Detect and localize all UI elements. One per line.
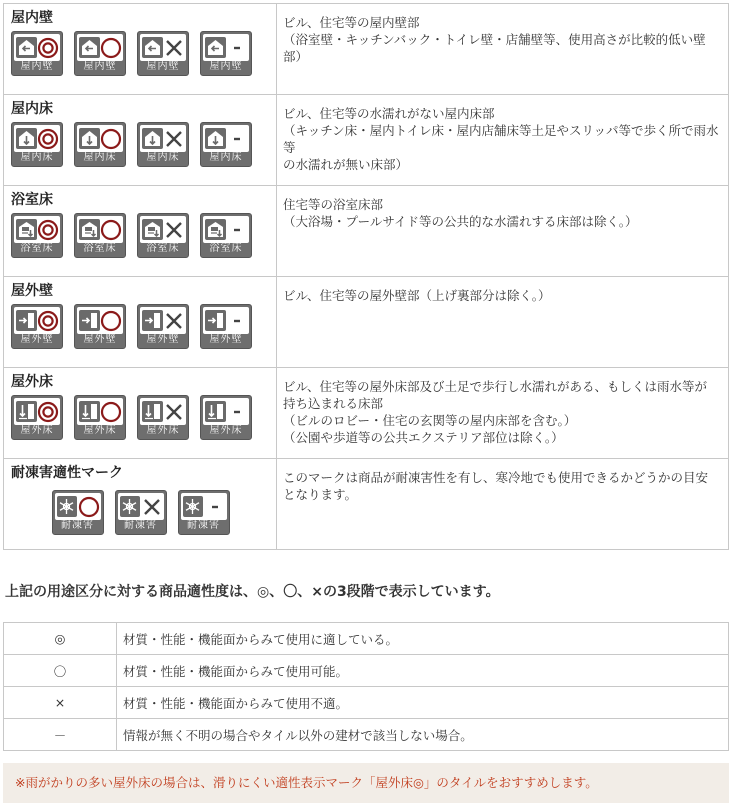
outdoor-floor-circle-mark [74, 395, 126, 440]
circle-icon [100, 400, 123, 424]
dash-icon [203, 495, 226, 519]
mark-label: 屋外床 [146, 425, 180, 436]
mark-label: 耐凍害 [61, 520, 94, 531]
category-description [277, 4, 729, 95]
indoor-wall-icon [205, 37, 226, 58]
cross-icon [163, 309, 186, 333]
category-title: 耐凍害適性マーク [11, 465, 123, 481]
snowflake-icon [57, 496, 78, 517]
indoor-floor-icon [205, 128, 226, 149]
mark-label: 屋内壁 [209, 61, 243, 72]
dash-icon [226, 400, 249, 424]
description-line: （大浴場・プールサイド等の公共的な水濡れする床部は除く。） [283, 214, 638, 229]
usage-row-outdoor-floor [4, 368, 729, 459]
outdoor-floor-icon [16, 401, 37, 422]
summary-text: 上記の用途区分に対する商品適性度は、◎、〇、×の3段階で表示しています。 [5, 584, 500, 600]
description-line: （ビルのロビー・住宅の玄関等の屋内床部を含む。） [283, 413, 577, 428]
category-title: 屋内床 [11, 101, 53, 117]
usage-row-snowflake [4, 459, 729, 550]
double-circle-icon [37, 400, 60, 424]
outdoor-wall-icon [79, 310, 100, 331]
rating-marks [11, 122, 270, 167]
indoor-wall-double-circle-mark [11, 31, 63, 76]
mark-label: 屋内床 [20, 152, 54, 163]
rating-marks [11, 213, 270, 258]
description-line: ビル、住宅等の屋内壁部 [283, 15, 420, 30]
mark-label: 屋外床 [83, 425, 117, 436]
dash-icon [226, 309, 249, 333]
rating-marks [11, 31, 270, 76]
bathroom-floor-icon [142, 219, 163, 240]
mark-label: 屋内床 [83, 152, 117, 163]
mark-label: 浴室床 [83, 243, 117, 254]
category-description [277, 368, 729, 459]
mark-label: 屋外床 [20, 425, 54, 436]
category-description [277, 277, 729, 368]
circle-icon [100, 127, 123, 151]
outdoor-wall-circle-mark [74, 304, 126, 349]
mark-label: 屋内床 [146, 152, 180, 163]
description-line: ビル、住宅等の屋外壁部（上げ裏部分は除く。） [283, 288, 551, 303]
indoor-floor-icon [142, 128, 163, 149]
description-line: 住宅等の浴室床部 [283, 197, 384, 212]
outdoor-wall-icon [16, 310, 37, 331]
outdoor-floor-cross-mark [137, 395, 189, 440]
indoor-floor-double-circle-mark [11, 122, 63, 167]
indoor-wall-circle-mark [74, 31, 126, 76]
mark-label: 屋内壁 [83, 61, 117, 72]
circle-icon [100, 218, 123, 242]
snowflake-dash-mark [178, 490, 230, 535]
usage-row-bathroom-floor [4, 186, 729, 277]
outdoor-floor-dash-mark [200, 395, 252, 440]
legend-body [4, 623, 729, 751]
outdoor-floor-icon [142, 401, 163, 422]
outdoor-floor-icon [79, 401, 100, 422]
snowflake-icon [120, 496, 141, 517]
dash-icon [226, 127, 249, 151]
category-description [277, 95, 729, 186]
dash-icon [226, 218, 249, 242]
bathroom-floor-icon [205, 219, 226, 240]
circle-icon [100, 36, 123, 60]
bathroom-floor-dash-mark [200, 213, 252, 258]
mark-label: 屋外壁 [20, 334, 54, 345]
description-line: このマークは商品が耐凍害性を有し、寒冷地でも使用できるかどうかの目安 [283, 470, 709, 485]
double-circle-icon [37, 127, 60, 151]
description-line: の水濡れが無い床部） [283, 157, 409, 172]
outdoor-floor-icon [205, 401, 226, 422]
description-line: ビル、住宅等の水濡れがない屋内床部 [283, 106, 495, 121]
indoor-floor-icon [79, 128, 100, 149]
legend-row [4, 719, 729, 751]
description-line: となります。 [283, 487, 358, 502]
category-description [277, 459, 729, 550]
mark-label: 屋外壁 [146, 334, 180, 345]
bathroom-floor-cross-mark [137, 213, 189, 258]
mark-label: 屋内壁 [146, 61, 180, 72]
mark-label: 浴室床 [209, 243, 243, 254]
indoor-wall-icon [79, 37, 100, 58]
outdoor-wall-cross-mark [137, 304, 189, 349]
circle-icon [77, 495, 100, 519]
rating-marks [11, 395, 270, 440]
mark-label: 浴室床 [146, 243, 180, 254]
usage-table [3, 3, 729, 550]
bathroom-floor-icon [79, 219, 100, 240]
legend-text: 情報が無く不明の場合やタイル以外の建材で該当しない場合。 [117, 719, 729, 751]
bathroom-floor-double-circle-mark [11, 213, 63, 258]
bathroom-floor-circle-mark [74, 213, 126, 258]
mark-label: 浴室床 [20, 243, 54, 254]
indoor-floor-dash-mark [200, 122, 252, 167]
indoor-wall-icon [142, 37, 163, 58]
legend-text: 材質・性能・機能面からみて使用に適している。 [117, 623, 729, 655]
description-line: （公園や歩道等の公共エクステリア部位は除く。） [283, 430, 564, 445]
indoor-wall-dash-mark [200, 31, 252, 76]
snowflake-circle-mark [52, 490, 104, 535]
indoor-floor-icon [16, 128, 37, 149]
legend-text: 材質・性能・機能面からみて使用可能。 [117, 655, 729, 687]
legend-mark: 〇 [4, 655, 117, 687]
cross-icon [163, 127, 186, 151]
usage-table-body [4, 4, 729, 550]
indoor-floor-cross-mark [137, 122, 189, 167]
legend-mark: － [4, 719, 117, 751]
mark-label: 屋外壁 [209, 334, 243, 345]
mark-label: 耐凍害 [187, 520, 220, 531]
description-line: （キッチン床・屋内トイレ床・屋内店舗床等土足やスリッパ等で歩く所で雨水等 [283, 123, 719, 155]
legend-row [4, 623, 729, 655]
cross-icon [140, 495, 163, 519]
legend-mark: ◎ [4, 623, 117, 655]
indoor-wall-cross-mark [137, 31, 189, 76]
mark-label: 屋内壁 [20, 61, 54, 72]
indoor-floor-circle-mark [74, 122, 126, 167]
circle-icon [100, 309, 123, 333]
mark-label: 屋外床 [209, 425, 243, 436]
indoor-wall-icon [16, 37, 37, 58]
legend-text: 材質・性能・機能面からみて使用不適。 [117, 687, 729, 719]
double-circle-icon [37, 36, 60, 60]
rating-marks [11, 490, 270, 535]
dash-icon [226, 36, 249, 60]
snowflake-icon [183, 496, 204, 517]
bathroom-floor-icon [16, 219, 37, 240]
cross-icon [163, 218, 186, 242]
outdoor-wall-icon [142, 310, 163, 331]
outdoor-wall-double-circle-mark [11, 304, 63, 349]
mark-label: 屋内床 [209, 152, 243, 163]
outdoor-floor-double-circle-mark [11, 395, 63, 440]
description-line: ビル、住宅等の屋外床部及び土足で歩行し水濡れがある、もしくは雨水等が [283, 379, 708, 394]
note-banner: ※雨がかりの多い屋外床の場合は、滑りにくい適性表示マーク「屋外床◎」のタイルをおすすめします。 [3, 763, 729, 803]
description-line: （浴室壁・キッチンバック・トイレ壁・店舗壁等、使用高さが比較的低い壁部） [283, 32, 706, 64]
legend-row [4, 687, 729, 719]
category-description [277, 186, 729, 277]
cross-icon [163, 36, 186, 60]
mark-label: 屋外壁 [83, 334, 117, 345]
category-title: 屋外床 [11, 374, 53, 390]
outdoor-wall-dash-mark [200, 304, 252, 349]
description-line: 持ち込まれる床部 [283, 396, 384, 411]
double-circle-icon [37, 218, 60, 242]
rating-legend-table [3, 622, 729, 751]
outdoor-wall-icon [205, 310, 226, 331]
legend-mark: × [4, 687, 117, 719]
snowflake-cross-mark [115, 490, 167, 535]
usage-row-indoor-wall [4, 4, 729, 95]
usage-row-outdoor-wall [4, 277, 729, 368]
legend-row [4, 655, 729, 687]
category-title: 屋外壁 [11, 283, 53, 299]
rating-marks [11, 304, 270, 349]
category-title: 浴室床 [11, 192, 53, 208]
category-title: 屋内壁 [11, 10, 53, 26]
usage-row-indoor-floor [4, 95, 729, 186]
cross-icon [163, 400, 186, 424]
mark-label: 耐凍害 [124, 520, 157, 531]
double-circle-icon [37, 309, 60, 333]
